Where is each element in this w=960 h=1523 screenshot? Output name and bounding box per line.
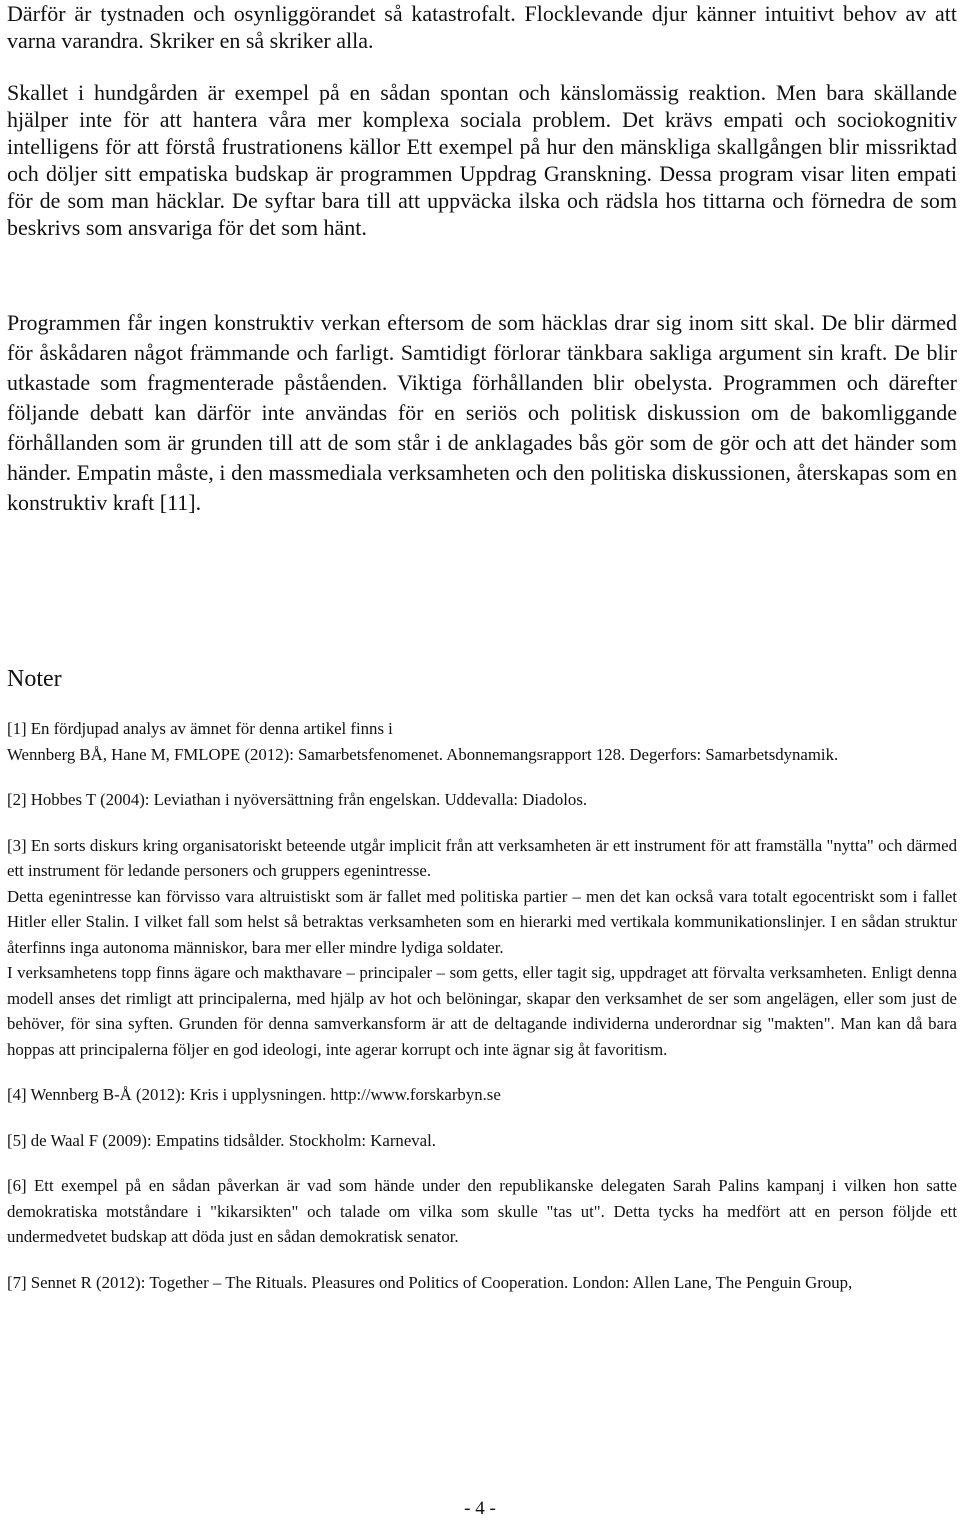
- note-line: Wennberg BÅ, Hane M, FMLOPE (2012): Samarbetsfenomenet. Abonnemangsrapport 128. Degerfors: Samarbetsdynamik.: [7, 744, 839, 764]
- paragraph-3: Programmen får ingen konstruktiv verkan eftersom de som häcklas drar sig inom sitt skal. De blir därmed för åskådaren något främmande och farligt. Samtidigt förlorar tänkbara sakliga argument sin kraft. De blir utkastade som fragmenterade påståenden. Viktiga förhållanden blir obelysta. Programmen och därefter följande debatt kan därför inte användas för en seriös och politisk diskussion om de bakomliggande förhållanden som är grunden till att de som står i de anklagades bås gör som de gör och att det händer som händer. Empatin måste, i den massmediala verksamheten och den politiska diskussionen, återskapas som en konstruktiv kraft [11].: [7, 310, 957, 515]
- note-line: [4] Wennberg B-Å (2012): Kris i upplysningen. http://www.forskarbyn.se: [7, 1085, 501, 1104]
- note-line: [2] Hobbes T (2004): Leviathan i nyöversättning från engelskan. Uddevalla: Diadolos.: [7, 790, 588, 809]
- page-number: - 4 -: [464, 1498, 496, 1519]
- note-1: [7, 716, 957, 767]
- notes-list: [7, 716, 957, 1315]
- note-line: [1] En fördjupad analys av ämnet för denna artikel finns i: [7, 719, 393, 738]
- note-line: [6] Ett exempel på en sådan påverkan är vad som hände under den republikanske delegaten Sarah Palins kampanj i vilken hon satte demokratiska motståndare i "kikarsikten" och talade om vilka som skulle "tas ut". Detta tycks ha medfört att en person följde ett undermedvetet budskap att döda just en sådan demokratisk senator.: [7, 1176, 957, 1246]
- paragraph-2: Skallet i hundgården är exempel på en sådan spontan och känslomässig reaktion. Men bara skällande hjälper inte för att hantera våra mer komplexa sociala problem. Det krävs empati och sociokognitiv intelligens för att förstå frustrationens källor Ett exempel på hur den mänskliga skallgången blir missriktad och döljer sitt empatiska budskap är programmen Uppdrag Granskning. Dessa program visar liten empati för de som man häcklar. De syftar bara till att uppväcka ilska och rädsla hos tittarna och förnedra de som beskrivs som ansvariga för det som hänt.: [7, 80, 957, 240]
- note-6: [7, 1173, 957, 1250]
- note-line: Detta egenintresse kan förvisso vara altruistiskt som är fallet med politiska partier – men det kan också vara totalt egocentriskt som i fallet Hitler eller Stalin. I vilket fall som helst så betraktas verksamheten som en hierarki med vertikala kommunikationslinjer. I en sådan struktur återfinns inga autonoma människor, bara mer eller mindre lydiga soldater.: [7, 886, 957, 957]
- note-3: [7, 833, 957, 1063]
- note-line: [7] Sennet R (2012): Together – The Rituals. Pleasures ond Politics of Cooperation. London: Allen Lane, The Penguin Group,: [7, 1272, 853, 1292]
- note-line: I verksamhetens topp finns ägare och makthavare – principaler – som getts, eller tagit sig, uppdraget att förvalta verksamheten. Enligt denna modell anses det rimligt att principalerna, med hjälp av hot och belöningar, skapar den verksamhet de ser som angelägen, eller som just de behöver, för sina syften. Grunden för denna samverkansform är att de deltagande individerna underordnar sig "makten". Man kan då bara hoppas att principalerna följer en god ideologi, inte agerar korrupt och inte ägnar sig åt favoritism.: [7, 963, 957, 1059]
- note-4: [7, 1082, 957, 1108]
- paragraph-1: Därför är tystnaden och osynliggörandet så katastrofalt. Flocklevande djur känner intuitivt behov av att varna varandra. Skriker en så skriker alla.: [7, 1, 957, 53]
- note-7: [7, 1270, 957, 1296]
- note-line: [3] En sorts diskurs kring organisatoriskt beteende utgår implicit från att verksamheten är ett instrument för att framställa "nytta" och därmed ett instrument för ledande personers och gruppers egenintresse.: [7, 835, 957, 880]
- note-5: [7, 1128, 957, 1154]
- note-line: [5] de Waal F (2009): Empatins tidsålder. Stockholm: Karneval.: [7, 1130, 436, 1150]
- note-2: [7, 787, 957, 813]
- notes-heading: Noter: [7, 666, 62, 692]
